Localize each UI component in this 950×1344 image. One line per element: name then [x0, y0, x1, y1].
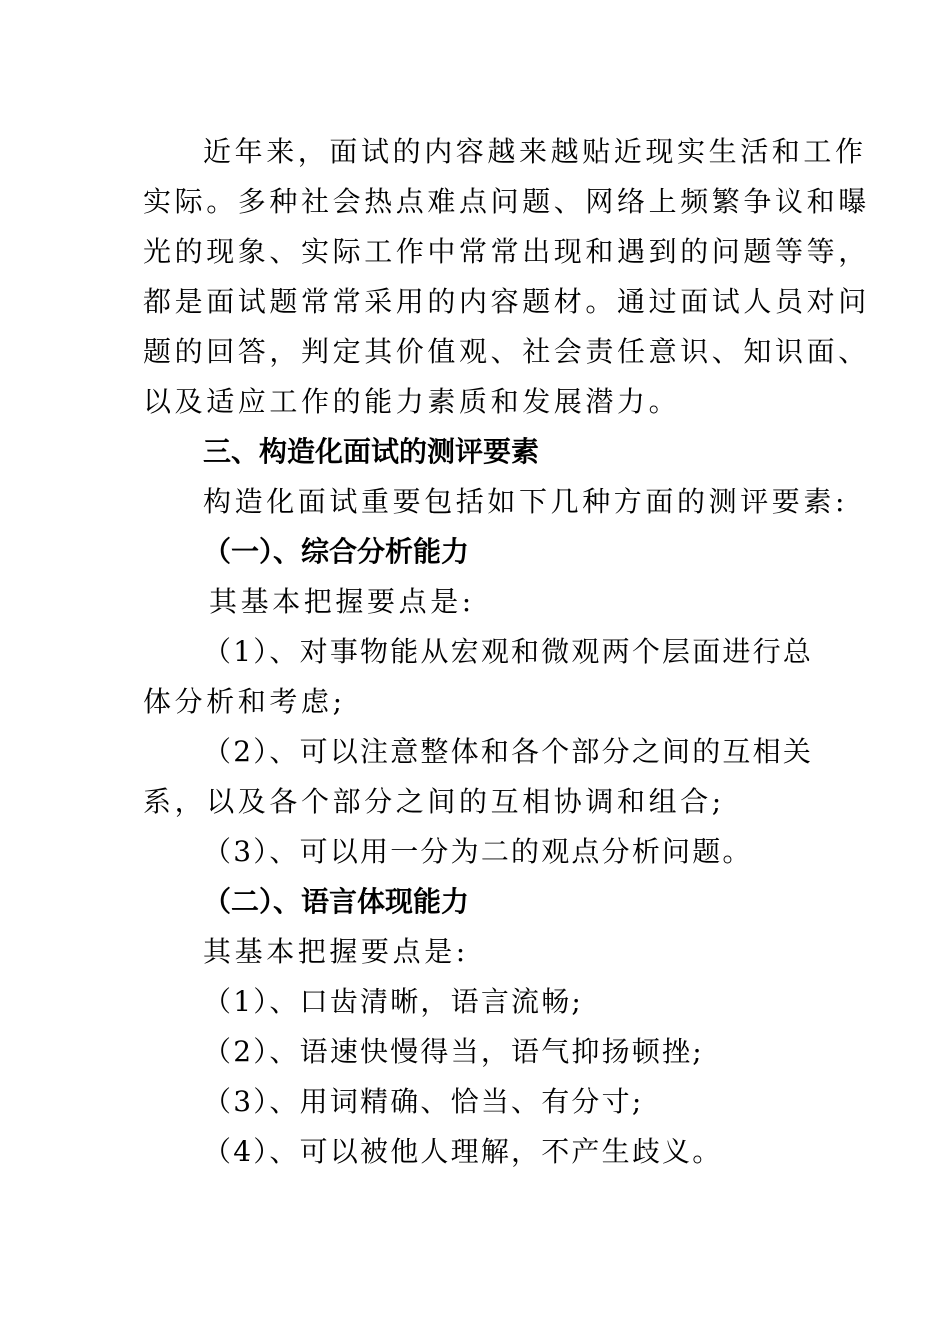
list-item: （1）、对事物能从宏观和微观两个层面进行总	[203, 635, 814, 668]
list-item: （2）、语速快慢得当，语气抑扬顿挫;	[203, 1035, 704, 1068]
subsection-heading: （二）、语言体现能力	[203, 885, 470, 918]
list-item: （1）、口齿清晰，语言流畅;	[203, 985, 584, 1018]
paragraph-line: 其基本把握要点是:	[203, 935, 469, 968]
paragraph-line: 实际。多种社会热点难点问题、网络上频繁争议和曝	[143, 185, 870, 218]
paragraph-line: 都是面试题常常采用的内容题材。通过面试人员对问	[143, 285, 870, 318]
list-item: （2）、可以注意整体和各个部分之间的互相关	[203, 735, 814, 768]
list-item: （3）、用词精确、恰当、有分寸;	[203, 1085, 644, 1118]
list-item: （3）、可以用一分为二的观点分析问题。	[203, 835, 753, 868]
paragraph-line: 其基本把握要点是:	[209, 585, 475, 618]
list-item-continuation: 体分析和考虑;	[143, 685, 346, 718]
paragraph-line: 以及适应工作的能力素质和发展潜力。	[143, 385, 681, 418]
paragraph-line: 近年来，面试的内容越来越贴近现实生活和工作	[203, 135, 867, 168]
paragraph-line: 构造化面试重要包括如下几种方面的测评要素:	[203, 485, 849, 518]
paragraph-line: 题的回答，判定其价值观、社会责任意识、知识面、	[143, 335, 870, 368]
list-item: （4）、可以被他人理解，不产生歧义。	[203, 1135, 723, 1168]
section-heading: 三、构造化面试的测评要素	[203, 435, 540, 468]
subsection-heading: （一）、综合分析能力	[203, 535, 470, 568]
paragraph-line: 光的现象、实际工作中常常出现和遇到的问题等等，	[143, 235, 870, 268]
list-item-continuation: 系，以及各个部分之间的互相协调和组合;	[143, 785, 725, 818]
